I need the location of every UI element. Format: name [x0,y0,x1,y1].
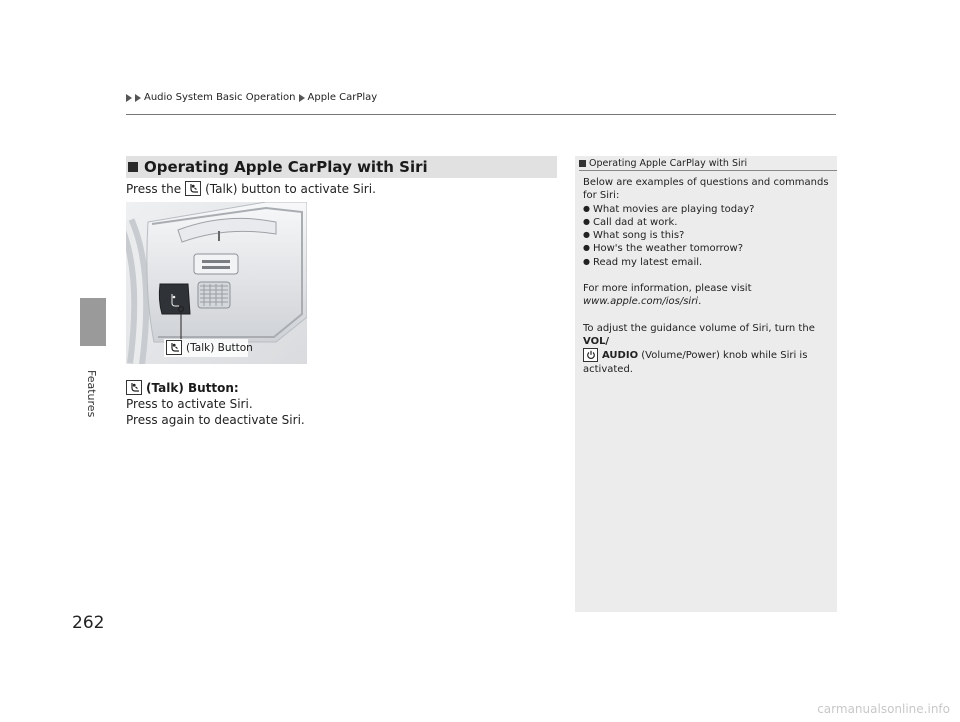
note-rule [579,170,837,171]
talk-button-line-1: Press to activate Siri. [126,397,253,411]
note-heading [579,158,747,169]
breadcrumb-level1[interactable]: Audio System Basic Operation [144,92,296,103]
note-example: ● What movies are playing today? [583,203,833,216]
note-example: ● Read my latest email. [583,256,833,269]
talk-button-heading [126,380,239,395]
chapter-label: Features [85,370,98,418]
chapter-tab[interactable] [80,298,106,346]
note-volume-before: To adjust the guidance volume of Siri, turn the [583,322,815,334]
header-rule [126,114,836,115]
note-vol-label: VOL/ [583,335,610,347]
note-heading-text[interactable]: Operating Apple CarPlay with Siri [589,158,748,169]
photo-callout [166,340,253,355]
steering-wheel-photo [126,202,307,364]
note-body [583,176,833,376]
note-volume-after: (Volume/Power) knob while Siri is activated. [583,350,808,375]
section-square-icon [128,162,138,172]
breadcrumb [126,92,377,103]
talk-button-heading-text: (Talk) Button: [146,380,239,395]
breadcrumb-level2[interactable]: Apple CarPlay [307,92,378,103]
note-example: ● How's the weather tomorrow? [583,242,833,255]
page-number: 262 [72,613,105,633]
note-example: ● Call dad at work. [583,216,833,229]
note-intro: Below are examples of questions and commands for Siri: [583,177,829,202]
intro-line [126,181,376,196]
talk-icon [166,340,182,355]
talk-icon [185,181,201,196]
intro-after: (Talk) button to activate Siri. [205,181,376,196]
photo-callout-label: (Talk) Button [186,341,253,354]
talk-icon [126,380,142,395]
triangle-right-icon [135,94,141,102]
note-panel [575,156,837,612]
intro-before: Press the [126,181,182,196]
note-square-icon [579,160,586,167]
section-header [126,156,557,178]
triangle-right-icon [299,94,305,102]
talk-button-line-2: Press again to deactivate Siri. [126,413,305,427]
note-audio-label: AUDIO [602,350,639,362]
note-url-period: . [698,296,702,308]
triangle-right-icon [126,94,132,102]
note-volume-text [583,322,833,376]
note-url[interactable]: www.apple.com/ios/siri [583,296,699,308]
note-example: ● What song is this? [583,229,833,242]
power-icon [583,348,598,362]
note-more-info: For more information, please visit [583,283,752,295]
section-title: Operating Apple CarPlay with Siri [144,158,428,176]
watermark: carmanualsonline.info [817,702,950,716]
